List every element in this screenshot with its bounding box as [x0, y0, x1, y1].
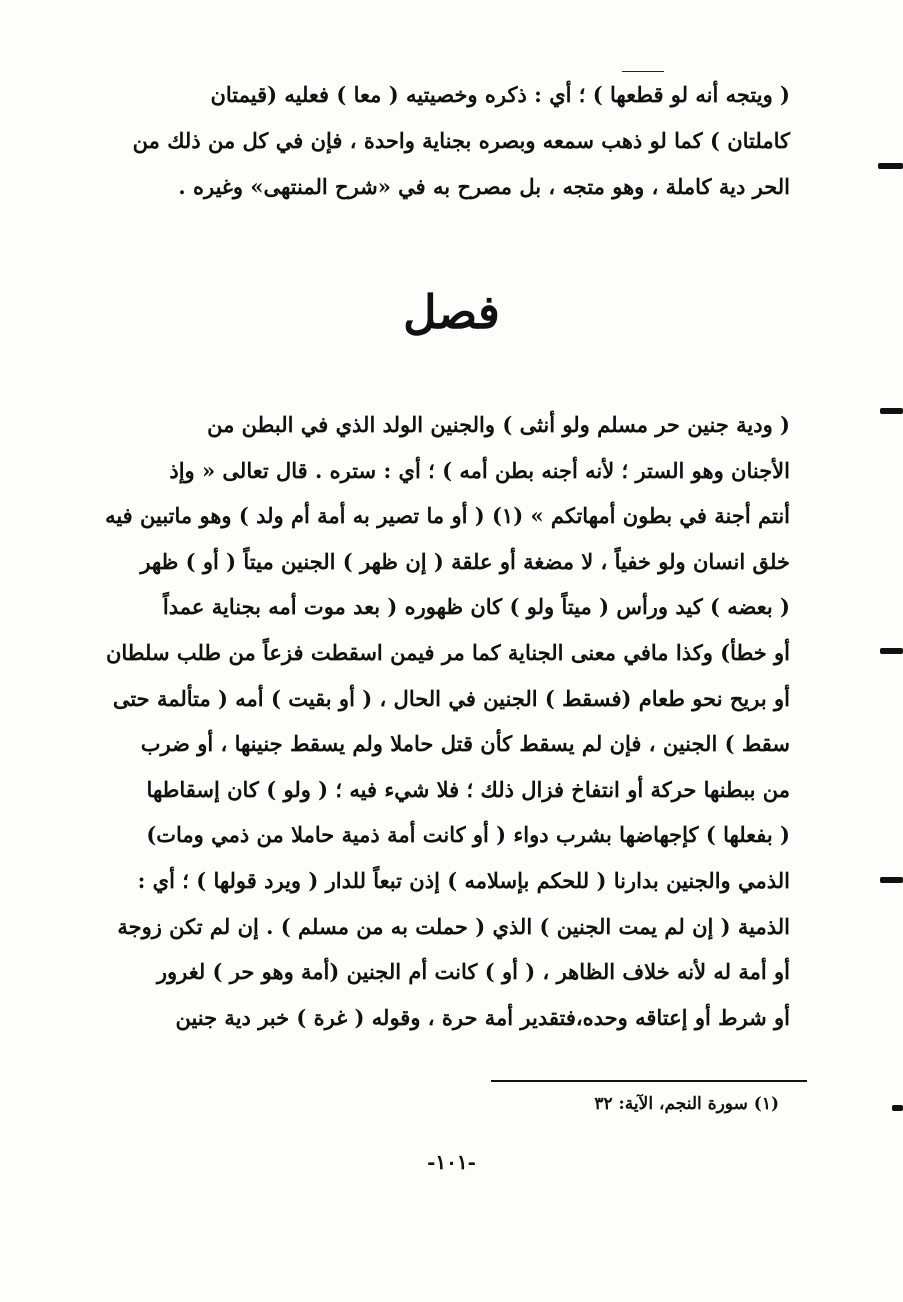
footnote-divider [491, 1080, 807, 1082]
binding-mark [880, 408, 903, 414]
text-line: ( ويتجه أنه لو قطعها ) ؛ أي : ذكره وخصيتيه ( معا ) فعليه (قيمتان [210, 82, 790, 107]
text-line: الأجنان وهو الستر ؛ لأنه أجنه بطن أمه ) ؛ أي : ستره . قال تعالى « وإذ [169, 457, 790, 483]
text-line: من ببطنها حركة أو انتفاخ فزال ذلك ؛ فلا شيء فيه ؛ ( ولو ) كان إسقاطها [146, 776, 790, 802]
text-line: الذمية ( إن لم يمت الجنين ) الذي ( حملت به من مسلم ) . إن لم تكن زوجة [117, 913, 790, 939]
text-line: خلق انسان ولو خفياً ، لا مضغة أو علقة ( إن ظهر ) الجنين ميتاً ( أو ) ظهر [140, 548, 790, 574]
text-line: الذمي والجنين بدارنا ( للحكم بإسلامه ) إذن تبعاً للدار ( ويرد قولها ) ؛ أي : [137, 867, 790, 893]
text-line: أو شرط أو إعتاقه وحده،فتقدير أمة حرة ، وقوله ( غرة ) خبر دية جنين [175, 1004, 790, 1030]
page-number: -١٠١- [427, 1150, 476, 1174]
body-paragraph [105, 402, 790, 1040]
footnote: (١) سورة النجم، الآية: ٣٢ [594, 1094, 779, 1114]
binding-mark [892, 1105, 903, 1111]
text-line: أو بريح نحو طعام (فسقط ) الجنين في الحال ، ( أو بقيت ) أمه ( متألمة حتى [112, 685, 790, 711]
top-paragraph [132, 72, 790, 210]
text-line: ( ودية جنين حر مسلم ولو أنثى ) والجنين الولد الذي في البطن من [207, 412, 790, 437]
binding-mark [880, 648, 903, 654]
text-line: كاملتان ) كما لو ذهب سمعه وبصره بجناية واحدة ، فإن في كل من ذلك من [132, 128, 790, 153]
text-line: أو أمة له لأنه خلاف الظاهر ، ( أو ) كانت أم الجنين (أمة وهو حر ) لغرور [156, 959, 790, 985]
text-line: ( بعضه ) كيد ورأس ( ميتاً ولو ) كان ظهوره ( بعد موت أمه بجناية عمداً [162, 594, 790, 620]
binding-mark [880, 877, 903, 883]
binding-mark [878, 163, 903, 169]
text-line: أنتم أجنة في بطون أمهاتكم » (١) ( أو ما تصير به أمة أم ولد ) وهو ماتبين فيه [105, 503, 790, 529]
section-heading: فصل [403, 285, 500, 339]
text-line: الحر دية كاملة ، وهو متجه ، بل مصرح به في «شرح المنتهى» وغيره . [178, 174, 790, 199]
text-line: أو خطأ) وكذا مافي معنى الجناية كما مر فيمن اسقطت فزعاً من طلب سلطان [105, 639, 790, 665]
text-line: سقط ) الجنين ، فإن لم يسقط كأن قتل حاملا ولم يسقط جنينها ، أو ضرب [140, 731, 790, 757]
text-line: ( بفعلها ) كإجهاضها بشرب دواء ( أو كانت أمة ذمية حاملا من ذمي ومات) [146, 822, 790, 848]
